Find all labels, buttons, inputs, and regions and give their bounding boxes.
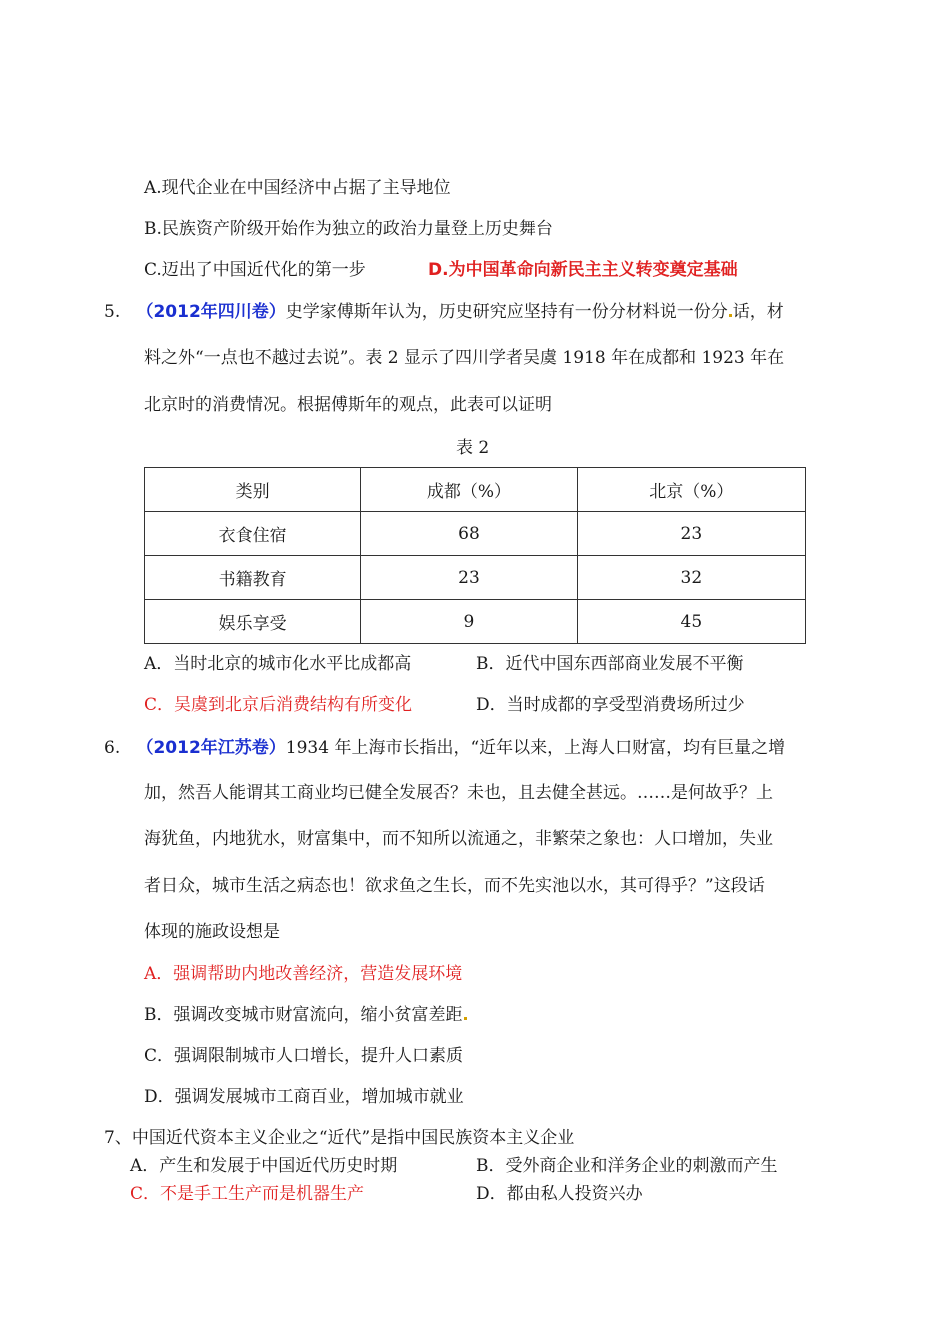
table-cell: 23 [361, 556, 577, 600]
table-row [145, 556, 806, 600]
q4-option-a: A.现代企业在中国经济中占据了主导地位 [144, 178, 451, 198]
table-cell: 书籍教育 [145, 556, 361, 600]
q7-option-d: D．都由私人投资兴办 [476, 1184, 643, 1204]
q4-option-c: C.迈出了中国近代化的第一步 [144, 260, 366, 280]
table-row [145, 512, 806, 556]
q6-stem-line2: 加，然吾人能谓其工商业均已健全发展否？未也，且去健全甚远。……是何故乎？上 [144, 783, 773, 803]
q4-option-b: B.民族资产阶级开始作为独立的政治力量登上历史舞台 [144, 219, 553, 239]
q6-stem-line1 [104, 736, 785, 760]
table-cell: 衣食住宿 [145, 512, 361, 556]
q5-data-table [144, 467, 806, 644]
q6-stem-line4: 者日众，城市生活之病态也！欲求鱼之生长，而不先实池以水，其可得乎？”这段话 [144, 876, 765, 896]
q5-option-a: A．当时北京的城市化水平比成都高 [144, 654, 412, 674]
q5-table-title: 表 2 [456, 438, 490, 458]
q5-text-b: 话，材 [732, 302, 784, 322]
q5-option-d: D．当时成都的享受型消费场所过少 [476, 695, 745, 715]
q6-option-a-answer: A．强调帮助内地改善经济，营造发展环境 [144, 964, 463, 984]
marker-dot [464, 1017, 467, 1020]
q7-option-a: A．产生和发展于中国近代历史时期 [130, 1156, 398, 1176]
q5-source: （2012年四川卷） [136, 302, 286, 322]
q5-stem-line2: 料之外“一点也不越过去说”。表 2 显示了四川学者吴虞 1918 年在成都和 1923 年在 [144, 348, 785, 368]
q6-option-b [144, 1003, 468, 1027]
q6-option-c: C．强调限制城市人口增长，提升人口素质 [144, 1046, 464, 1066]
table-header-cell: 北京（%） [577, 468, 805, 512]
q5-option-b: B．近代中国东西部商业发展不平衡 [476, 654, 744, 674]
q6-stem-line3: 海犹鱼，内地犹水，财富集中，而不知所以流通之，非繁荣之象也：人口增加，失业 [144, 829, 773, 849]
q6-text-1: 1934 年上海市长指出，“近年以来，上海人口财富，均有巨量之增 [285, 738, 786, 758]
q6-option-b-text: B．强调改变城市财富流向，缩小贫富差距 [144, 1005, 463, 1025]
table-cell: 23 [577, 512, 805, 556]
q5-text-a: 史学家傅斯年认为，历史研究应坚持有一份分材料说一份分 [285, 302, 728, 322]
q5-stem-line3: 北京时的消费情况。根据傅斯年的观点，此表可以证明 [144, 395, 552, 415]
q7-option-b: B．受外商企业和洋务企业的刺激而产生 [476, 1156, 778, 1176]
table-header-cell: 类别 [145, 468, 361, 512]
table-row [145, 600, 806, 644]
table-cell: 娱乐享受 [145, 600, 361, 644]
table-cell: 68 [361, 512, 577, 556]
q7-option-c-answer: C．不是手工生产而是机器生产 [130, 1184, 365, 1204]
table-cell: 32 [577, 556, 805, 600]
table-header-row [145, 468, 806, 512]
q6-number: 6. [104, 738, 121, 758]
q6-option-d: D．强调发展城市工商百业，增加城市就业 [144, 1087, 464, 1107]
table-cell: 9 [361, 600, 577, 644]
q7-stem: 7、中国近代资本主义企业之“近代”是指中国民族资本主义企业 [104, 1128, 575, 1148]
table-cell: 45 [577, 600, 805, 644]
marker-dot [729, 314, 732, 317]
q5-option-c-answer: C．吴虞到北京后消费结构有所变化 [144, 695, 413, 715]
q4-option-d-answer: D.为中国革命向新民主主义转变奠定基础 [428, 260, 738, 280]
q5-stem-line1 [104, 300, 784, 324]
q6-source: （2012年江苏卷） [136, 738, 286, 758]
q6-stem-line5: 体现的施政设想是 [144, 922, 280, 942]
q5-number: 5. [104, 302, 121, 322]
table-header-cell: 成都（%） [361, 468, 577, 512]
